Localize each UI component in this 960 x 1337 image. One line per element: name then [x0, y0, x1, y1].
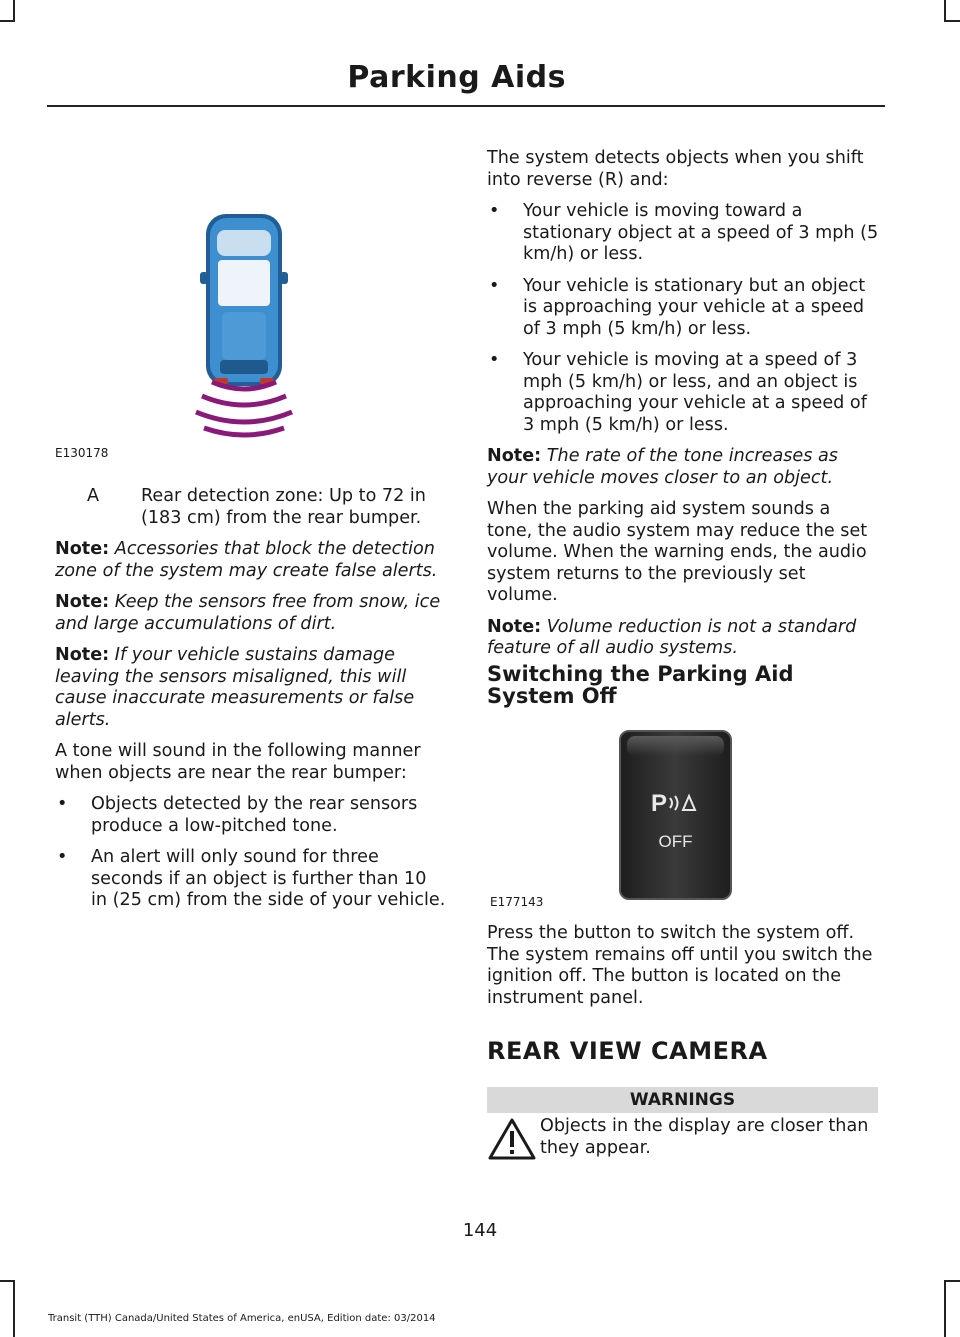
warning-triangle-icon: [487, 1117, 537, 1161]
crop-mark: [13, 0, 15, 22]
paragraph: When the parking aid system sounds a tone, the audio system may reduce the set volume. When the warning ends, the audio system returns to the previously set volume.: [487, 499, 868, 605]
list-item-text: Your vehicle is stationary but an object is approaching your vehicle at a speed of 3 mph (5 km/h) or less.: [523, 275, 866, 339]
page-title: Parking Aids: [347, 60, 566, 95]
crop-mark: [944, 1280, 960, 1282]
note-text: The rate of the tone increases as your vehicle moves closer to an object.: [487, 446, 838, 488]
press-paragraph: Press the button to switch the system off. The system remains off until you switch the ignition off. The button is located on the instrument panel.: [487, 923, 873, 1008]
page-number: 144: [462, 1220, 498, 1241]
note-keyword: Note:: [487, 446, 542, 466]
bullet: •: [489, 201, 500, 221]
crop-mark: [13, 1280, 15, 1337]
note-text: Accessories that block the detection zone of the system may create false alerts.: [55, 539, 438, 581]
note-text: Volume reduction is not a standard feature of all audio systems.: [487, 616, 857, 658]
parking-sensor-icon: [651, 790, 697, 818]
note-keyword: Note:: [487, 616, 542, 637]
button-off-label: OFF: [658, 832, 693, 851]
warning-text: Objects in the display are closer than they appear.: [540, 1116, 869, 1158]
list-item: [487, 201, 880, 266]
right-column: [487, 148, 880, 670]
crop-mark: [0, 1280, 15, 1282]
note: [55, 645, 447, 731]
intro-paragraph: A tone will sound in the following manner when objects are near the rear bumper:: [55, 741, 421, 783]
list-item-text: Your vehicle is moving at a speed of 3 mph (5 km/h) or less, and an object is approaching your vehicle at a speed of 3 mph (5 km/h) or less.: [523, 350, 867, 435]
list-item-text: An alert will only sound for three seconds if an object is further than 10 in (25 cm) from the side of your vehicle.: [91, 847, 446, 910]
list-item: [487, 276, 880, 341]
note: [55, 539, 447, 582]
car-sensor-illustration: [190, 210, 300, 442]
crop-mark: [944, 20, 960, 22]
note-keyword: Note:: [55, 645, 110, 665]
note-keyword: Note:: [55, 539, 110, 559]
crop-mark: [944, 1280, 946, 1337]
note: [487, 446, 880, 489]
button-face-highlight: [627, 736, 724, 756]
list-item-text: Your vehicle is moving toward a stationary object at a speed of 3 mph (5 km/h) or less.: [523, 201, 879, 264]
header-rule: [47, 105, 885, 107]
list-item: [487, 350, 880, 436]
note-text: Keep the sensors free from snow, ice and large accumulations of dirt.: [55, 592, 441, 634]
list-item: [55, 794, 447, 837]
section-heading: Switching the Parking Aid System Off: [487, 662, 794, 708]
crop-mark: [0, 20, 15, 22]
sensor-waves-icon: [667, 794, 697, 812]
note: [55, 592, 447, 635]
left-column: [55, 486, 447, 922]
footer: Transit (TTH) Canada/United States of America, enUSA, Edition date: 03/2014: [48, 1313, 436, 1324]
list-item: [55, 847, 447, 912]
note-text: If your vehicle sustains damage leaving the sensors misaligned, this will cause inaccurate measurements or false alerts.: [55, 645, 415, 730]
bullet: •: [489, 350, 500, 370]
bullet: •: [57, 847, 68, 867]
zone-letter: A: [87, 486, 100, 506]
figure-label: E177143: [490, 895, 544, 909]
button-letter: P: [651, 790, 668, 817]
parking-aid-off-button: [619, 730, 732, 900]
warnings-header: WARNINGS: [487, 1087, 878, 1113]
car-icon: [200, 214, 288, 386]
figure-label: E130178: [55, 446, 109, 460]
section-heading: REAR VIEW CAMERA: [487, 1037, 768, 1065]
note: [487, 617, 880, 660]
zone-legend: [55, 486, 447, 529]
crop-mark: [944, 0, 946, 22]
intro-paragraph: The system detects objects when you shift into reverse (R) and:: [487, 148, 864, 190]
bullet: •: [489, 275, 500, 296]
list-item-text: Objects detected by the rear sensors produce a low-pitched tone.: [91, 794, 418, 836]
bullet: •: [57, 794, 68, 814]
note-keyword: Note:: [55, 592, 110, 612]
sensor-arcs: [196, 382, 292, 435]
zone-description: Rear detection zone: Up to 72 in (183 cm) from the rear bumper.: [141, 486, 426, 528]
